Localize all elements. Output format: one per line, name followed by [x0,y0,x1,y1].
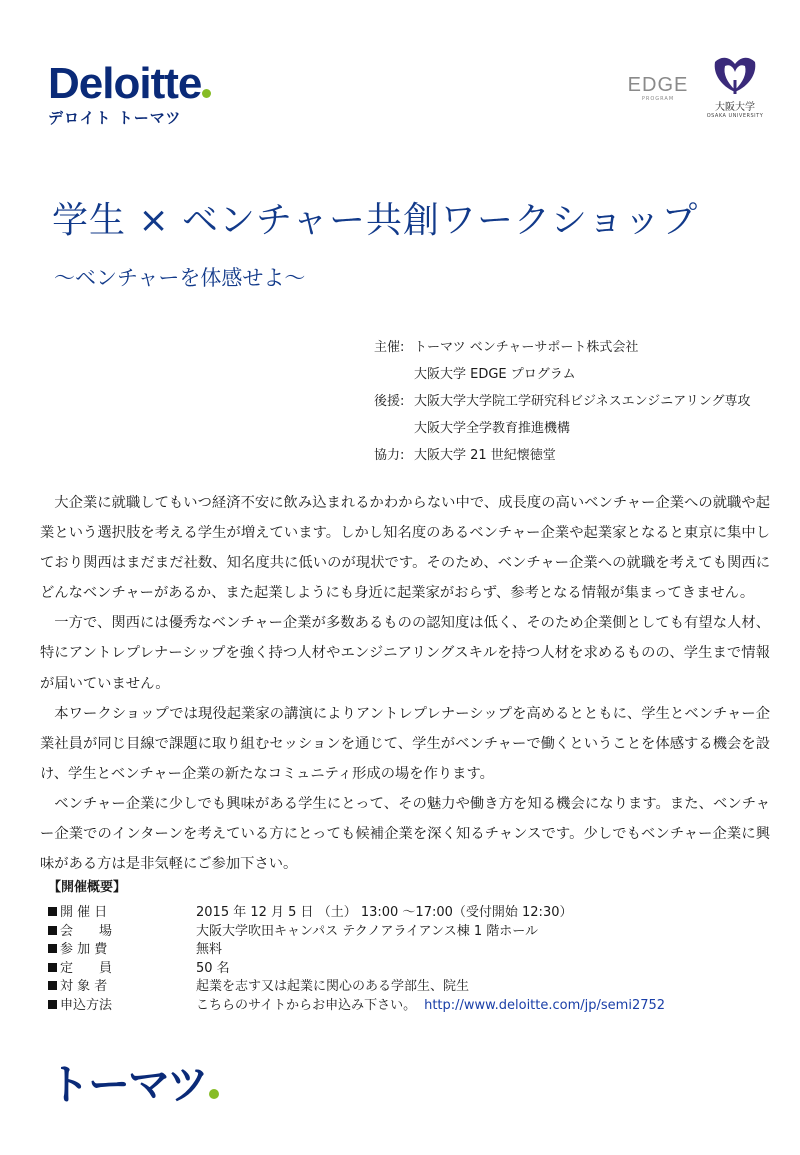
outline-row-venue [48,923,665,942]
edge-program-logo [624,74,692,102]
deloitte-logo [48,59,211,128]
organizer-row [374,442,751,469]
tohmatsu-logo [48,1061,219,1108]
outline-heading: 【開催概要】 [48,880,127,895]
registration-link[interactable]: http://www.deloitte.com/jp/semi2752 [424,997,666,1013]
outline-label: 会 場 [60,923,113,939]
square-bullet-icon [48,944,57,953]
page-title: 学生 × ベンチャー共創ワークショップ [52,200,699,241]
outline-label: 定 員 [60,960,113,976]
event-outline [48,876,665,1016]
organizer-name: 大阪大学全学教育推進機構 [414,421,571,436]
outline-value: こちらのサイトからお申込み下さい。 [196,997,417,1013]
organizer-row [374,334,751,361]
outline-row-capacity [48,960,665,979]
outline-value: 2015 年 12 月 5 日 （土） 13:00 ～17:00（受付開始 12:30） [196,905,573,920]
outline-value: 無料 [196,942,223,958]
outline-row-date [48,904,665,923]
organizers-block [374,334,751,469]
organizer-row [374,415,751,442]
square-bullet-icon [48,907,57,916]
organizer-row [374,388,751,415]
body-paragraph: 一方で、関西には優秀なベンチャー企業が多数あるものの認知度は低く、そのため企業側としても有望な人材、特にアントレプレナーシップを強く持つ人材やエンジニアリングスキルを持つ人材を求めるものの、学生まで情報が届いていません。 [40,615,770,692]
square-bullet-icon [48,981,57,990]
organizer-label [374,361,414,388]
osaka-university-name-jp: 大阪大学 [715,102,755,113]
organizer-label [374,415,414,442]
organizer-label: 後援: [374,394,405,409]
osaka-university-logo [702,52,768,119]
green-dot-icon [209,1089,219,1099]
green-dot-icon [202,89,211,98]
body-paragraph: ベンチャー企業に少しでも興味がある学生にとって、その魅力や働き方を知る機会になります。また、ベンチャー企業でのインターンを考えている方にとっても候補企業を深く知るチャンスです。少しでもベンチャー企業に興味がある方は是非気軽にご参加下さい。 [40,795,770,873]
square-bullet-icon [48,963,57,972]
organizer-label: 協力: [374,448,405,463]
outline-value: 起業を志す又は起業に関心のある学部生、院生 [196,979,470,995]
organizer-name: トーマツ ベンチャーサポート株式会社 [414,340,639,355]
deloitte-logo-subtext: デロイト トーマツ [48,109,182,127]
outline-value: 50 名 [196,960,230,976]
osaka-university-name-en: OSAKA UNIVERSITY [706,113,764,119]
outline-row-apply [48,997,665,1016]
square-bullet-icon [48,926,57,935]
body-paragraph: 本ワークショップでは現役起業家の講演によりアントレプレナーシップを高めるとともに、学生とベンチャー企業社員が同じ目線で課題に取り組むセッションを通じて、学生がベンチャーで働くということを体感する機会を設け、学生とベンチャー企業の新たなコミュニティ形成の場を作ります。 [40,705,770,782]
outline-label: 対 象 者 [60,979,108,995]
organizer-label: 主催: [374,340,405,355]
edge-program-text: PROGRAM [641,96,675,102]
square-bullet-icon [48,1000,57,1009]
organizer-name: 大阪大学 21 世紀懐徳堂 [414,448,556,463]
organizer-name: 大阪大学 EDGE プログラム [414,367,576,382]
organizer-name: 大阪大学大学院工学研究科ビジネスエンジニアリング専攻 [414,394,751,409]
outline-label: 申込方法 [60,997,113,1013]
outline-row-fee [48,941,665,960]
edge-logo-text: EDGE [627,74,689,96]
outline-value: 大阪大学吹田キャンパス テクノアライアンス棟 1 階ホール [196,923,539,939]
deloitte-logo-text: Deloitte [48,59,202,108]
ginkgo-leaf-icon [711,52,759,96]
body-text [40,488,770,879]
outline-row-target [48,978,665,997]
outline-label: 開 催 日 [60,905,108,920]
tohmatsu-logo-text: トーマツ [48,1061,207,1108]
organizer-row [374,361,751,388]
outline-label: 参 加 費 [60,942,108,958]
page-subtitle: ～ベンチャーを体感せよ～ [54,266,306,290]
body-paragraph: 大企業に就職してもいつ経済不安に飲み込まれるかわからない中で、成長度の高いベンチャー企業への就職や起業という選択肢を考える学生が増えています。しかし知名度のあるベンチャー企業や起業家となると東京に集中しており関西はまだまだ社数、知名度共に低いのが現状です。そのため、ベンチャー企業への就職を考えても関西にどんなベンチャーがあるか、また起業しようにも身近に起業家がおらず、参考となる情報が集まってきません。 [40,495,770,602]
